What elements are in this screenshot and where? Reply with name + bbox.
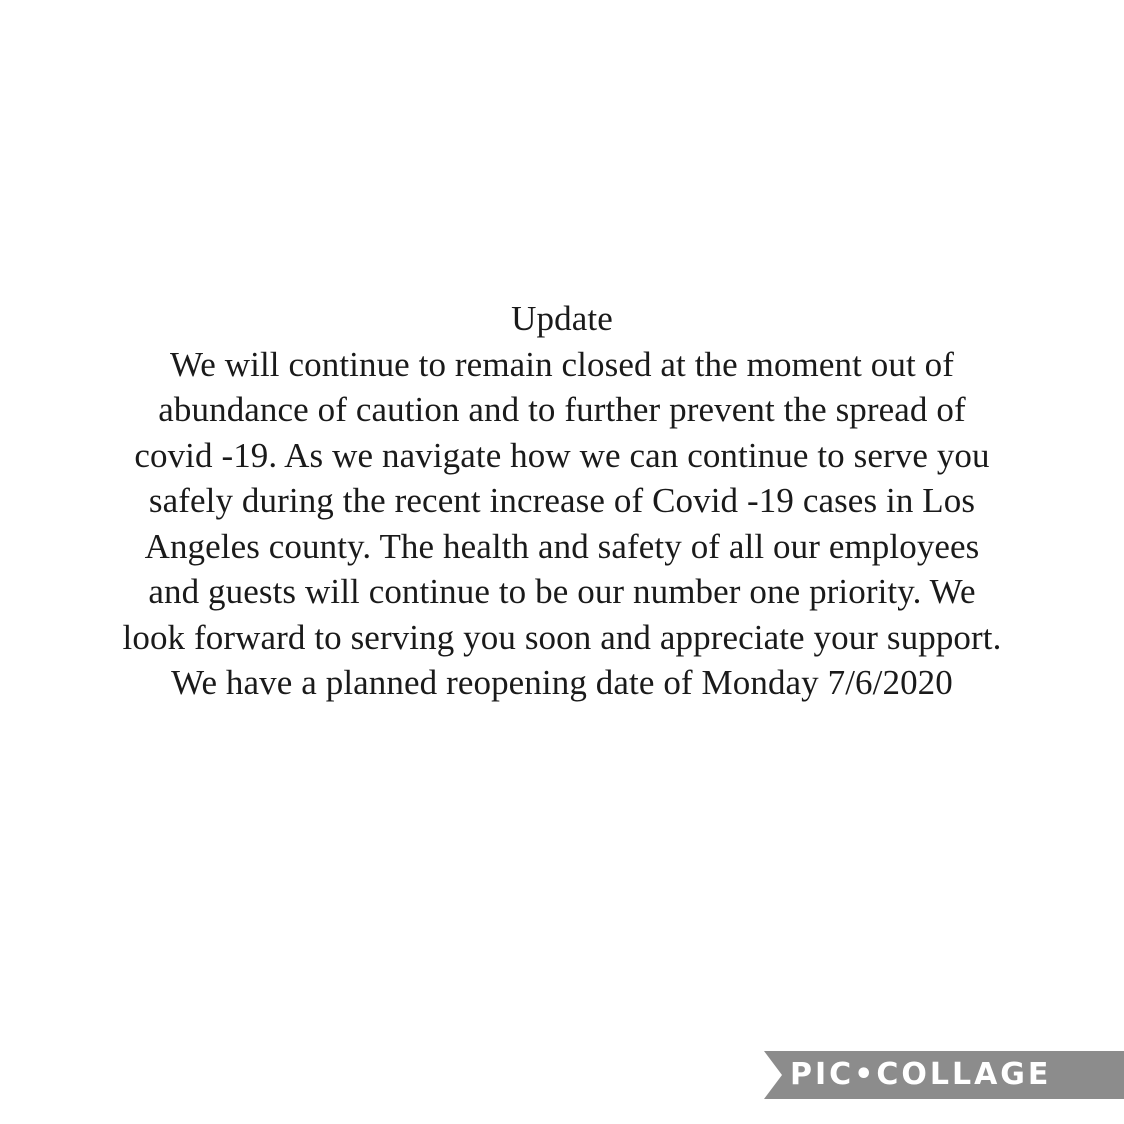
notice-line: Angeles county. The health and safety of all our employees [144, 526, 980, 566]
notice-line: look forward to serving you soon and appreciate your support. [122, 617, 1002, 657]
notice-line: We will continue to remain closed at the moment out of [169, 344, 955, 384]
notice-line: safely during the recent increase of Covid -19 cases in Los [148, 481, 976, 520]
notice-line: We have a planned reopening date of Monday 7/6/2020 [171, 663, 953, 702]
notice-line: and guests will continue to be our number one priority. We [148, 572, 976, 611]
notice-title: Update [511, 299, 613, 338]
notice-text-block [0, 296, 1124, 706]
watermark-text: PIC•COLLAGE [790, 1057, 1052, 1092]
notice-line: covid -19. As we navigate how we can continue to serve you [134, 435, 990, 475]
pic-collage-watermark [764, 1051, 1124, 1099]
notice-line: abundance of caution and to further prevent the spread of [158, 390, 966, 429]
